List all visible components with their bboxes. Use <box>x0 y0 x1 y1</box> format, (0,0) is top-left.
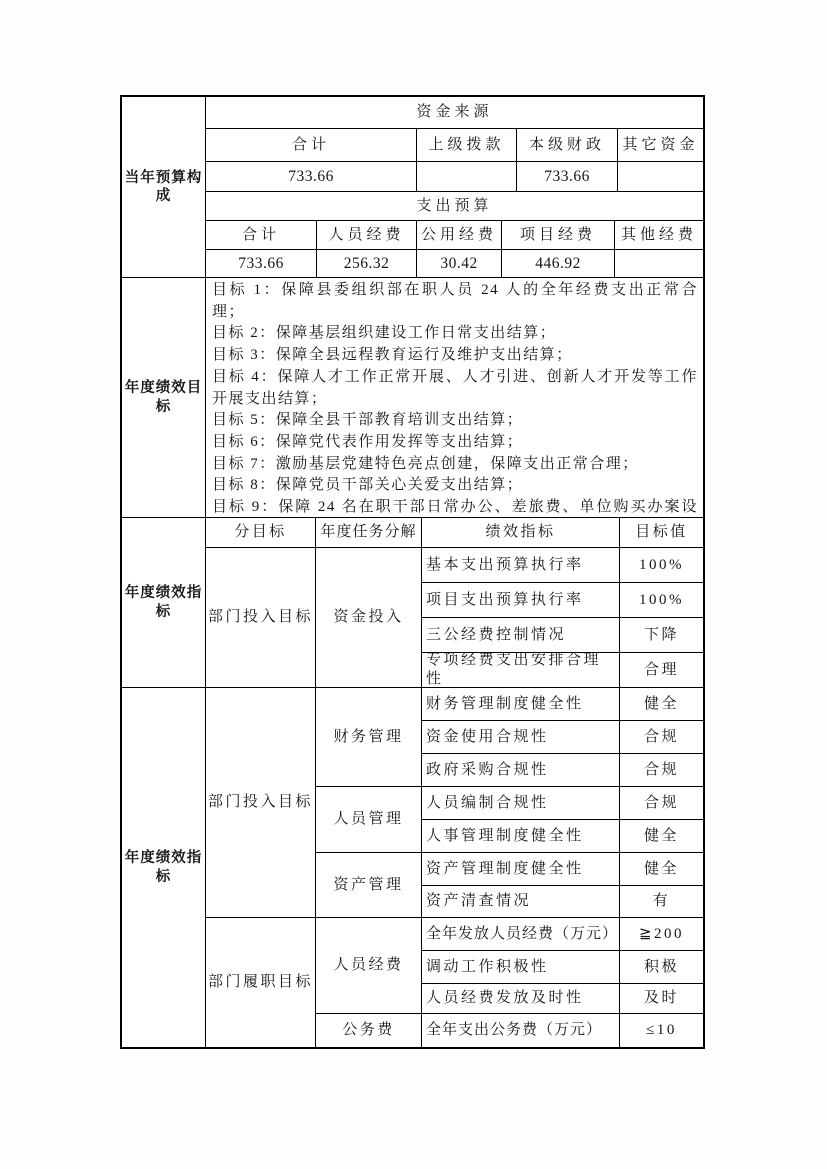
perf2-target-timeliness: 及时 <box>620 984 703 1014</box>
annual-goals-text <box>206 278 703 518</box>
funding-header-superior: 上级拨款 <box>417 129 517 162</box>
goal-item-4: 目标 4：保障人才工作正常开展、人才引进、创新人才开发等工作开展支出结算； <box>212 368 698 407</box>
goal-item-9: 目标 9：保障 24 名在职干部日常办公、差旅费、单位购买办案设 <box>212 499 698 516</box>
perf2-sub-goal-invest: 部门投入目标 <box>206 688 316 918</box>
funding-header-other: 其它资金 <box>618 129 703 162</box>
perf1-sub-goal-invest: 部门投入目标 <box>206 548 316 688</box>
perf2-task-assets: 资产管理 <box>316 853 422 918</box>
perf2-indicator-finance-system: 财务管理制度健全性 <box>422 688 620 721</box>
goal-item-3: 目标 3：保障全县远程教育运行及维护支出结算； <box>212 347 573 364</box>
perf2-target-asset-check: 有 <box>620 886 703 918</box>
funding-value-other <box>618 162 703 192</box>
goal-item-7: 目标 7：激励基层党建特色亮点创建，保障支出正常合理； <box>212 455 639 472</box>
perf1-header-task: 年度任务分解 <box>316 518 422 548</box>
perf2-task-office-expense: 公务费 <box>316 1014 422 1047</box>
row-label-performance-indicators-2: 年度绩效指标 <box>122 688 206 1047</box>
perf2-indicator-staffing: 人员编制合规性 <box>422 787 620 820</box>
expenditure-value-public: 30.42 <box>417 250 502 278</box>
expenditure-header-public: 公用经费 <box>417 221 502 250</box>
perf2-target-office-expense: ≤10 <box>646 1022 677 1039</box>
row-label-budget-composition: 当年预算构成 <box>122 97 206 278</box>
perf1-indicator-special-funds: 专项经费支出安排合理性 <box>422 653 620 688</box>
expenditure-header-other: 其他经费 <box>615 221 703 250</box>
expenditure-value-other <box>615 250 703 278</box>
perf2-indicator-asset-check: 资产清查情况 <box>422 886 620 918</box>
perf2-indicator-hr-system: 人事管理制度健全性 <box>422 820 620 853</box>
perf2-target-motivation: 积极 <box>620 951 703 984</box>
funding-value-local: 733.66 <box>517 162 618 192</box>
perf1-header-target: 目标值 <box>620 518 703 548</box>
row-label-performance-indicators-1: 年度绩效指标 <box>122 518 206 688</box>
budget-performance-table <box>120 95 705 1049</box>
perf2-indicator-annual-staff-funds: 全年发放人员经费（万元） <box>422 918 620 951</box>
perf2-target-asset-system: 健全 <box>620 853 703 886</box>
perf2-task-personnel: 人员管理 <box>316 787 422 853</box>
perf1-target-special-funds: 合理 <box>620 653 703 688</box>
perf1-indicator-three-public: 三公经费控制情况 <box>422 618 620 653</box>
goal-item-5: 目标 5：保障全县干部教育培训支出结算； <box>212 412 524 429</box>
perf2-indicator-procurement: 政府采购合规性 <box>422 754 620 787</box>
perf2-target-finance-system: 健全 <box>620 688 703 721</box>
perf2-indicator-asset-system: 资产管理制度健全性 <box>422 853 620 886</box>
perf2-indicator-office-expense: 全年支出公务费（万元） <box>422 1014 620 1047</box>
perf2-target-staffing: 合规 <box>620 787 703 820</box>
perf2-indicator-fund-use: 资金使用合规性 <box>422 721 620 754</box>
goal-item-1: 目标 1：保障县委组织部在职人员 24 人的全年经费支出正常合理； <box>212 282 698 320</box>
perf2-sub-goal-duty: 部门履职目标 <box>206 918 316 1047</box>
goal-item-8: 目标 8：保障党员干部关心关爱支出结算； <box>212 477 524 494</box>
perf1-header-indicator: 绩效指标 <box>422 518 620 548</box>
perf1-target-basic-execution: 100% <box>620 548 703 583</box>
perf1-task-funds-input: 资金投入 <box>316 548 422 688</box>
perf1-indicator-basic-execution: 基本支出预算执行率 <box>422 548 620 583</box>
perf2-target-fund-use: 合规 <box>620 721 703 754</box>
goal-item-2: 目标 2：保障基层组织建设工作日常支出结算； <box>212 325 557 342</box>
perf1-header-sub-goal: 分目标 <box>206 518 316 548</box>
perf2-task-staff-funds: 人员经费 <box>316 918 422 1014</box>
funding-value-superior <box>417 162 517 192</box>
expenditure-value-project: 446.92 <box>502 250 615 278</box>
expenditure-header-project: 项目经费 <box>502 221 615 250</box>
expenditure-header-total: 合计 <box>206 221 317 250</box>
perf2-task-finance: 财务管理 <box>316 688 422 787</box>
expenditure-header-personnel: 人员经费 <box>317 221 417 250</box>
perf2-target-procurement: 合规 <box>620 754 703 787</box>
perf1-target-three-public: 下降 <box>620 618 703 653</box>
funding-source-title: 资金来源 <box>206 97 703 129</box>
perf1-indicator-project-execution: 项目支出预算执行率 <box>422 583 620 618</box>
perf2-indicator-timeliness: 人员经费发放及时性 <box>422 984 620 1014</box>
funding-header-local: 本级财政 <box>517 129 618 162</box>
perf2-target-annual-staff-funds: ≧200 <box>620 918 703 951</box>
perf2-target-hr-system: 健全 <box>620 820 703 853</box>
perf2-indicator-motivation: 调动工作积极性 <box>422 951 620 984</box>
funding-value-total: 733.66 <box>206 162 417 192</box>
row-label-annual-goals: 年度绩效目标 <box>122 278 206 518</box>
expenditure-budget-title: 支出预算 <box>206 192 703 221</box>
funding-header-total: 合计 <box>206 129 417 162</box>
expenditure-value-total: 733.66 <box>206 250 317 278</box>
perf1-target-project-execution: 100% <box>620 583 703 618</box>
expenditure-value-personnel: 256.32 <box>317 250 417 278</box>
goal-item-6: 目标 6：保障党代表作用发挥等支出结算； <box>212 433 524 450</box>
